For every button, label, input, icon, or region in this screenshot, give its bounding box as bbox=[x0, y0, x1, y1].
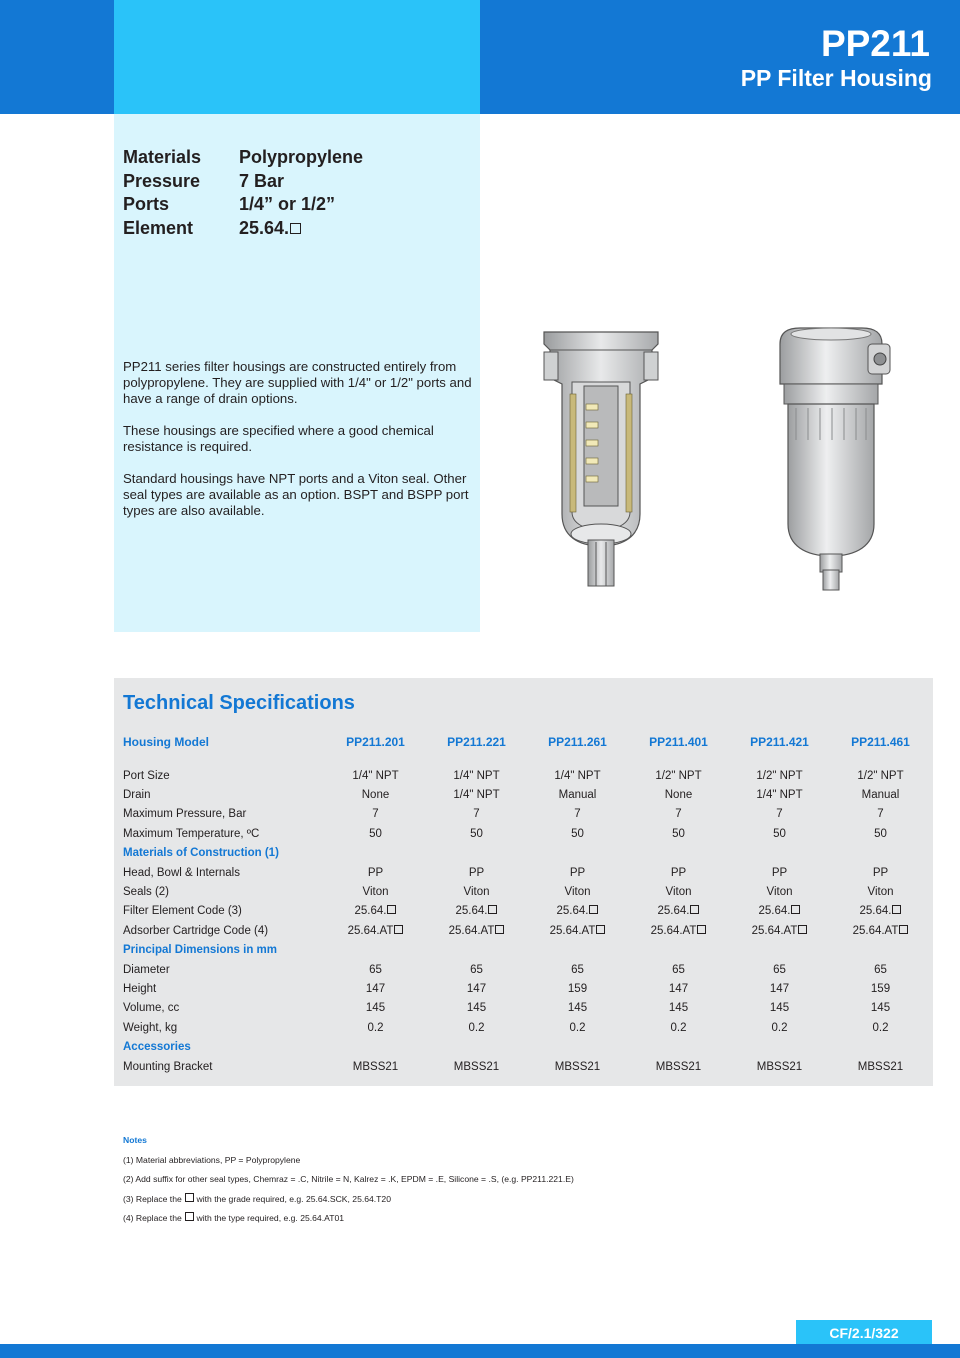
value-text: 50 bbox=[470, 827, 483, 840]
row-label-cell: Filter Element Code (3) bbox=[123, 905, 242, 918]
value-text: Viton bbox=[564, 886, 591, 899]
value-cell bbox=[325, 766, 426, 785]
value-cell bbox=[729, 766, 830, 785]
value-text: 145 bbox=[870, 1002, 891, 1015]
value-cell bbox=[527, 805, 628, 824]
value-text: MBSS21 bbox=[554, 1060, 601, 1073]
value-cell bbox=[830, 766, 931, 785]
value-text: 145 bbox=[365, 1002, 386, 1015]
value-cell bbox=[426, 921, 527, 940]
description-paragraph: These housings are specified where a good chemical resistance is required. bbox=[123, 423, 434, 454]
value-cell bbox=[527, 785, 628, 804]
value-text: 50 bbox=[672, 827, 685, 840]
row-label-cell: Mounting Bracket bbox=[123, 1060, 213, 1073]
value-text: Viton bbox=[463, 886, 490, 899]
value-text: 65 bbox=[571, 963, 584, 976]
value-cell bbox=[628, 805, 729, 824]
value-text: 25.64.AT bbox=[650, 924, 697, 937]
value-cell bbox=[628, 921, 729, 940]
section-label-cell: Accessories bbox=[123, 1041, 191, 1054]
table-row bbox=[123, 979, 931, 998]
value-text: 7 bbox=[473, 808, 480, 821]
header-left-band bbox=[0, 0, 114, 114]
summary-row-pressure bbox=[123, 170, 363, 194]
summary-label: Materials bbox=[123, 147, 202, 168]
summary-row-materials bbox=[123, 146, 363, 170]
summary-label: Ports bbox=[123, 194, 170, 215]
placeholder-box bbox=[892, 905, 901, 914]
value-cell bbox=[628, 1018, 729, 1037]
placeholder-box bbox=[791, 905, 800, 914]
grade-placeholder-box bbox=[290, 223, 301, 234]
value-text: 25.64.AT bbox=[347, 924, 394, 937]
value-cell bbox=[729, 863, 830, 882]
housing-cutaway-illustration bbox=[536, 324, 666, 594]
description bbox=[123, 359, 475, 535]
gap-cell bbox=[123, 752, 325, 766]
value-text: PP bbox=[670, 866, 687, 879]
value-cell bbox=[830, 805, 931, 824]
value-cell bbox=[830, 882, 931, 901]
summary-value: 25.64. bbox=[239, 218, 301, 239]
row-label-cell: Weight, kg bbox=[123, 1021, 178, 1034]
value-text: 25.64. bbox=[758, 905, 791, 918]
value-text: 65 bbox=[470, 963, 483, 976]
note-3: (3) Replace the with the grade required, e.g. 25.64.SCK, 25.64.T20 bbox=[123, 1193, 391, 1204]
tech-title: Technical Specifications bbox=[123, 692, 355, 714]
value-cell bbox=[830, 921, 931, 940]
value-cell bbox=[527, 902, 628, 921]
description-paragraph: Standard housings have NPT ports and a Viton seal. Other seal types are available as an option. BSPT and BSPP port types are also available. bbox=[123, 471, 469, 518]
description-paragraph: PP211 series filter housings are constructed entirely from polypropylene. They are supplied with 1/4" or 1/2" ports and have a range of drain options. bbox=[123, 359, 472, 406]
value-text: 147 bbox=[365, 982, 386, 995]
notes bbox=[123, 1131, 574, 1229]
table-row bbox=[123, 766, 931, 785]
placeholder-box bbox=[899, 925, 908, 934]
row-label-cell: Volume, cc bbox=[123, 1002, 180, 1015]
value-text: None bbox=[361, 789, 390, 802]
section-row bbox=[123, 844, 931, 863]
value-cell bbox=[830, 1018, 931, 1037]
value-text: 65 bbox=[369, 963, 382, 976]
value-text: 147 bbox=[769, 982, 790, 995]
row-label-cell: Maximum Temperature, ºC bbox=[123, 827, 260, 840]
value-text: MBSS21 bbox=[352, 1060, 399, 1073]
value-cell bbox=[729, 785, 830, 804]
value-cell bbox=[628, 902, 729, 921]
value-cell bbox=[527, 1018, 628, 1037]
grade-placeholder-box bbox=[185, 1193, 194, 1202]
note-2: (2) Add suffix for other seal types, Chemraz = .C, Nitrile = N, Kalrez = .K, EPDM = .E, Silicone = .S, (e.g. PP211.221.E) bbox=[123, 1174, 574, 1184]
value-text: 1/4" NPT bbox=[554, 769, 601, 782]
model-header-cell: PP211.421 bbox=[750, 735, 809, 749]
summary-specs bbox=[123, 146, 363, 240]
page-subtitle: PP Filter Housing bbox=[740, 65, 932, 91]
value-text: PP bbox=[771, 866, 788, 879]
table-row bbox=[123, 1018, 931, 1037]
value-text: 145 bbox=[668, 1002, 689, 1015]
value-cell bbox=[426, 979, 527, 998]
value-text: 50 bbox=[571, 827, 584, 840]
value-text: 7 bbox=[877, 808, 884, 821]
value-cell bbox=[729, 805, 830, 824]
value-text: 25.64. bbox=[556, 905, 589, 918]
placeholder-box bbox=[394, 925, 403, 934]
value-cell bbox=[830, 785, 931, 804]
table-row bbox=[123, 882, 931, 901]
placeholder-box bbox=[690, 905, 699, 914]
value-text: 145 bbox=[567, 1002, 588, 1015]
value-cell bbox=[325, 921, 426, 940]
table-row bbox=[123, 902, 931, 921]
value-text: Viton bbox=[867, 886, 894, 899]
value-text: Viton bbox=[665, 886, 692, 899]
value-cell bbox=[426, 766, 527, 785]
value-cell bbox=[325, 1057, 426, 1076]
summary-label: Element bbox=[123, 217, 194, 238]
value-text: 65 bbox=[773, 963, 786, 976]
value-cell bbox=[325, 902, 426, 921]
summary-label: Pressure bbox=[123, 170, 201, 191]
section-label-cell: Principal Dimensions in mm bbox=[123, 944, 278, 957]
section-row bbox=[123, 1037, 931, 1056]
value-text: 65 bbox=[672, 963, 685, 976]
table-row bbox=[123, 863, 931, 882]
row-label-cell: Seals (2) bbox=[123, 886, 170, 899]
value-cell bbox=[527, 766, 628, 785]
value-text: 7 bbox=[675, 808, 682, 821]
value-cell bbox=[325, 960, 426, 979]
value-text: Viton bbox=[362, 886, 389, 899]
value-cell bbox=[628, 882, 729, 901]
value-text: 7 bbox=[574, 808, 581, 821]
value-cell bbox=[729, 921, 830, 940]
table-row bbox=[123, 785, 931, 804]
row-label-cell: Drain bbox=[123, 789, 151, 802]
row-label-cell: Port Size bbox=[123, 769, 170, 782]
summary-value: 7 Bar bbox=[239, 170, 285, 191]
value-text: 50 bbox=[874, 827, 887, 840]
row-label-cell: Maximum Pressure, Bar bbox=[123, 808, 247, 821]
value-text: 25.64. bbox=[657, 905, 690, 918]
value-text: MBSS21 bbox=[857, 1060, 904, 1073]
value-text: Manual bbox=[558, 789, 597, 802]
summary-row-ports bbox=[123, 193, 363, 217]
value-cell bbox=[325, 979, 426, 998]
value-text: PP bbox=[468, 866, 485, 879]
model-header-cell: PP211.201 bbox=[346, 735, 405, 749]
value-cell bbox=[426, 882, 527, 901]
value-cell bbox=[325, 805, 426, 824]
placeholder-box bbox=[387, 905, 396, 914]
value-cell bbox=[729, 902, 830, 921]
value-text: 0.2 bbox=[771, 1021, 788, 1034]
value-text: 65 bbox=[874, 963, 887, 976]
value-cell bbox=[426, 824, 527, 843]
value-cell bbox=[527, 921, 628, 940]
value-cell bbox=[830, 999, 931, 1018]
value-cell bbox=[426, 863, 527, 882]
value-cell bbox=[527, 1057, 628, 1076]
housing-exterior-illustration bbox=[766, 324, 896, 594]
footer-bar bbox=[0, 1344, 960, 1358]
value-cell bbox=[628, 960, 729, 979]
value-cell bbox=[729, 824, 830, 843]
model-header-cell: PP211.261 bbox=[548, 735, 607, 749]
value-cell bbox=[325, 785, 426, 804]
value-text: 25.64.AT bbox=[751, 924, 798, 937]
placeholder-box bbox=[488, 905, 497, 914]
value-cell bbox=[527, 999, 628, 1018]
page-title: PP211 bbox=[820, 23, 930, 64]
section-row bbox=[123, 941, 931, 960]
value-text: 25.64.AT bbox=[448, 924, 495, 937]
value-cell bbox=[426, 785, 527, 804]
info-panel bbox=[114, 114, 480, 632]
value-text: 159 bbox=[567, 982, 588, 995]
header-title-band bbox=[480, 0, 960, 114]
value-text: PP bbox=[872, 866, 889, 879]
value-cell bbox=[527, 960, 628, 979]
placeholder-box bbox=[495, 925, 504, 934]
table-header-row bbox=[123, 732, 931, 752]
header-accent-band bbox=[114, 0, 480, 114]
table-row bbox=[123, 960, 931, 979]
value-text: 0.2 bbox=[468, 1021, 485, 1034]
value-text: 7 bbox=[372, 808, 379, 821]
value-cell bbox=[729, 979, 830, 998]
value-text: MBSS21 bbox=[453, 1060, 500, 1073]
value-text: 25.64. bbox=[354, 905, 387, 918]
value-cell bbox=[830, 824, 931, 843]
technical-specifications bbox=[114, 678, 933, 1086]
value-cell bbox=[527, 882, 628, 901]
value-cell bbox=[628, 824, 729, 843]
summary-value: Polypropylene bbox=[239, 147, 364, 168]
table-row bbox=[123, 1057, 931, 1076]
value-text: None bbox=[664, 789, 693, 802]
value-cell bbox=[628, 785, 729, 804]
value-cell bbox=[527, 979, 628, 998]
value-text: MBSS21 bbox=[655, 1060, 702, 1073]
value-text: 145 bbox=[466, 1002, 487, 1015]
placeholder-box bbox=[596, 925, 605, 934]
value-text: 50 bbox=[773, 827, 786, 840]
note-1: (1) Material abbreviations, PP = Polypropylene bbox=[123, 1154, 301, 1165]
value-text: 1/4" NPT bbox=[352, 769, 399, 782]
value-cell bbox=[426, 805, 527, 824]
value-text: PP bbox=[569, 866, 586, 879]
value-cell bbox=[527, 863, 628, 882]
value-text: 1/2" NPT bbox=[655, 769, 702, 782]
value-text: 1/4" NPT bbox=[756, 789, 803, 802]
summary-value: 1/4” or 1/2” bbox=[239, 194, 336, 215]
placeholder-box bbox=[589, 905, 598, 914]
notes-title: Notes bbox=[123, 1135, 147, 1145]
value-text: Manual bbox=[861, 789, 900, 802]
value-text: 0.2 bbox=[569, 1021, 586, 1034]
value-cell bbox=[325, 824, 426, 843]
table-row bbox=[123, 805, 931, 824]
model-header-cell: PP211.221 bbox=[447, 735, 506, 749]
value-cell bbox=[729, 1018, 830, 1037]
header-label-cell: Housing Model bbox=[123, 735, 209, 749]
placeholder-box bbox=[798, 925, 807, 934]
value-cell bbox=[325, 999, 426, 1018]
value-text: MBSS21 bbox=[756, 1060, 803, 1073]
value-cell bbox=[325, 863, 426, 882]
value-cell bbox=[628, 999, 729, 1018]
row-label-cell: Diameter bbox=[123, 963, 170, 976]
value-cell bbox=[325, 882, 426, 901]
value-text: 1/2" NPT bbox=[756, 769, 803, 782]
value-text: 0.2 bbox=[367, 1021, 384, 1034]
spec-table bbox=[123, 732, 931, 1076]
table-gap-row bbox=[123, 752, 931, 766]
value-cell bbox=[426, 1018, 527, 1037]
table-row bbox=[123, 921, 931, 940]
value-cell bbox=[426, 960, 527, 979]
value-cell bbox=[830, 979, 931, 998]
row-label-cell: Head, Bowl & Internals bbox=[123, 866, 240, 879]
value-cell bbox=[729, 1057, 830, 1076]
value-text: 25.64.AT bbox=[852, 924, 899, 937]
value-text: 159 bbox=[870, 982, 891, 995]
value-text: PP bbox=[367, 866, 384, 879]
placeholder-box bbox=[697, 925, 706, 934]
model-header-cell: PP211.461 bbox=[851, 735, 910, 749]
section-label-cell: Materials of Construction (1) bbox=[123, 847, 279, 860]
value-text: 145 bbox=[769, 1002, 790, 1015]
value-cell bbox=[628, 979, 729, 998]
value-cell bbox=[628, 766, 729, 785]
value-text: 147 bbox=[668, 982, 689, 995]
value-text: 25.64. bbox=[455, 905, 488, 918]
value-cell bbox=[729, 882, 830, 901]
value-cell bbox=[426, 902, 527, 921]
row-label-cell: Adsorber Cartridge Code (4) bbox=[123, 924, 269, 937]
value-cell bbox=[830, 1057, 931, 1076]
summary-row-element bbox=[123, 217, 363, 241]
value-text: 0.2 bbox=[670, 1021, 687, 1034]
value-cell bbox=[527, 824, 628, 843]
model-header-cell: PP211.401 bbox=[649, 735, 708, 749]
row-label-cell: Height bbox=[123, 982, 157, 995]
value-text: 1/4" NPT bbox=[453, 769, 500, 782]
value-text: 147 bbox=[466, 982, 487, 995]
value-cell bbox=[426, 999, 527, 1018]
note-4: (4) Replace the with the type required, e.g. 25.64.AT01 bbox=[123, 1213, 345, 1223]
value-text: 1/2" NPT bbox=[857, 769, 904, 782]
value-cell bbox=[729, 999, 830, 1018]
value-text: 7 bbox=[776, 808, 783, 821]
value-text: 25.64.AT bbox=[549, 924, 596, 937]
value-cell bbox=[830, 960, 931, 979]
table-row bbox=[123, 824, 931, 843]
value-text: 50 bbox=[369, 827, 382, 840]
value-text: 0.2 bbox=[872, 1021, 889, 1034]
value-cell bbox=[628, 1057, 729, 1076]
table-row bbox=[123, 999, 931, 1018]
value-cell bbox=[830, 863, 931, 882]
type-placeholder-box bbox=[185, 1212, 194, 1221]
value-text: Viton bbox=[766, 886, 793, 899]
value-cell bbox=[426, 1057, 527, 1076]
value-text: 1/4" NPT bbox=[453, 789, 500, 802]
value-text: 25.64. bbox=[859, 905, 892, 918]
value-cell bbox=[830, 902, 931, 921]
value-cell bbox=[729, 960, 830, 979]
value-cell bbox=[325, 1018, 426, 1037]
page-code: CF/2.1/322 bbox=[796, 1320, 932, 1346]
value-cell bbox=[628, 863, 729, 882]
